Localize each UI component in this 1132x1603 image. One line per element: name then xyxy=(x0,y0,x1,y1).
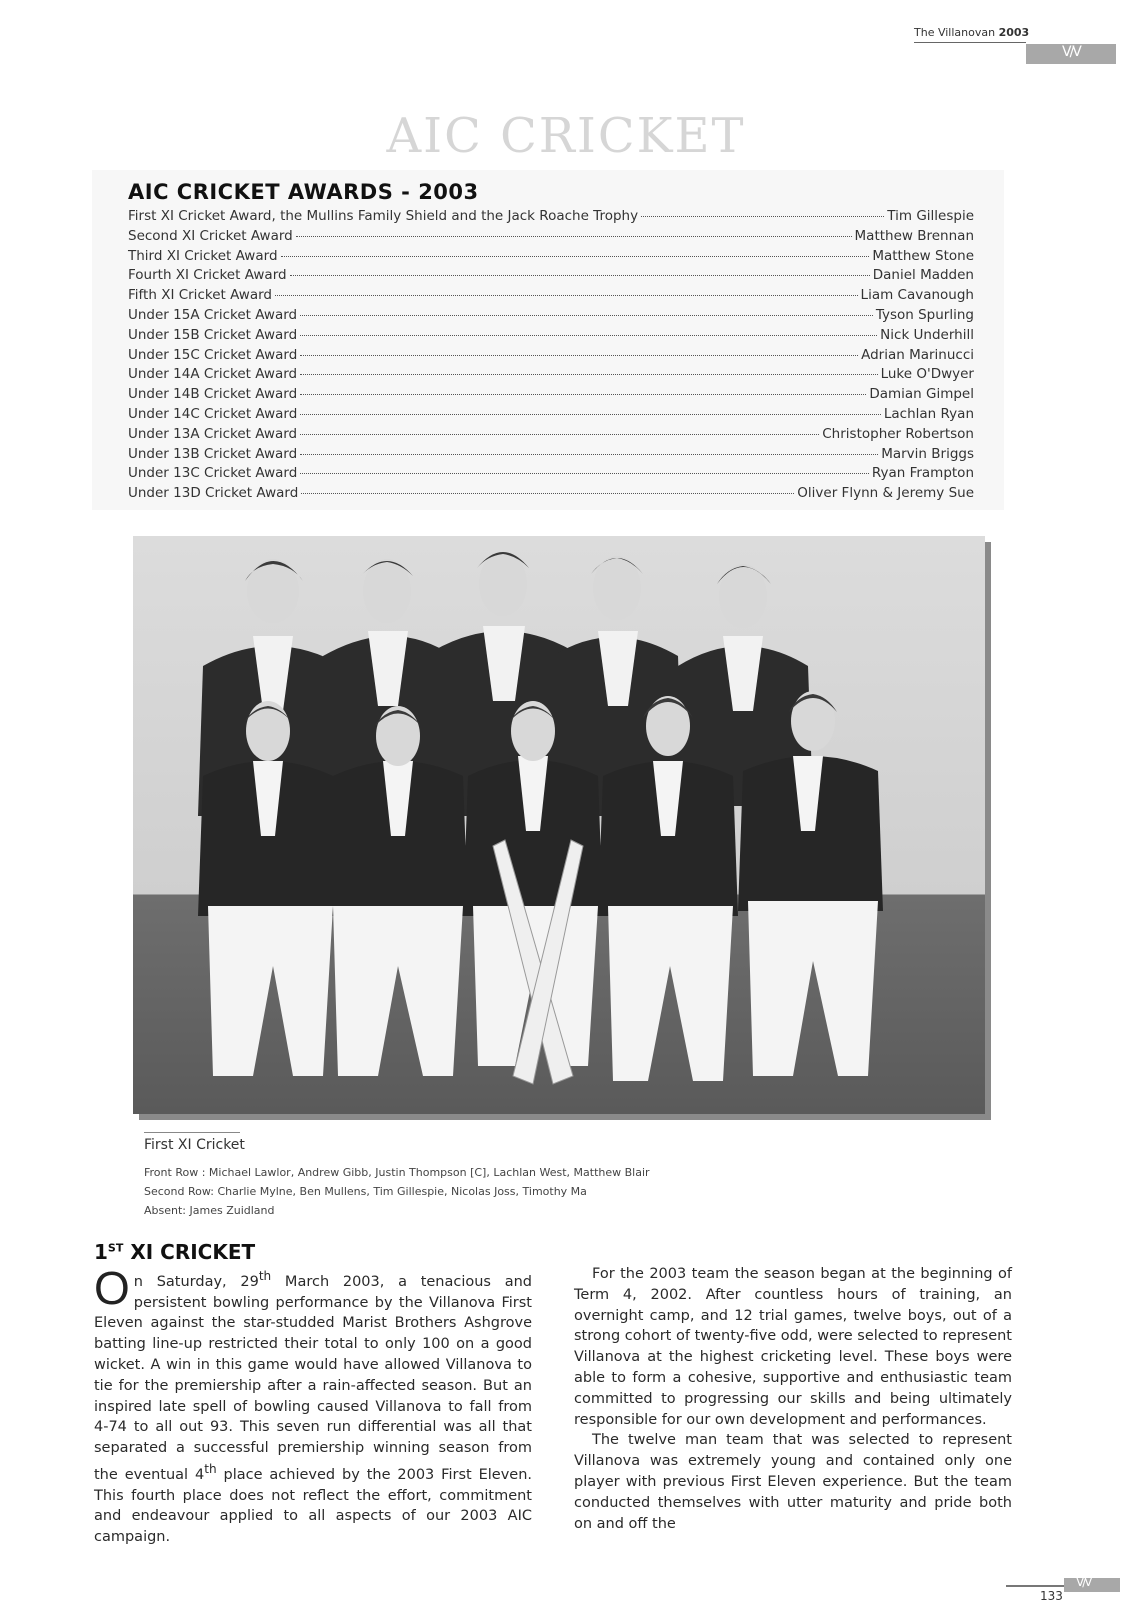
publication-name: The Villanovan xyxy=(914,26,996,39)
award-row xyxy=(128,446,974,466)
dot-leader xyxy=(300,335,877,336)
award-winner: Adrian Marinucci xyxy=(861,346,974,363)
article-column-right xyxy=(574,1264,1012,1534)
award-winner: Matthew Brennan xyxy=(854,227,974,244)
article-column-left xyxy=(94,1262,532,1548)
award-label: Under 13A Cricket Award xyxy=(128,425,298,442)
footer-rule xyxy=(1006,1585,1064,1587)
award-winner: Damian Gimpel xyxy=(869,386,974,403)
award-winner: Liam Cavanough xyxy=(860,287,974,304)
award-label: Under 14C Cricket Award xyxy=(128,405,298,422)
award-label: Under 14A Cricket Award xyxy=(128,366,298,383)
caption-rule xyxy=(144,1132,240,1133)
team-photo xyxy=(133,536,985,1114)
award-winner: Oliver Flynn & Jeremy Sue xyxy=(797,485,974,502)
dot-leader xyxy=(641,216,884,217)
page-header xyxy=(914,26,1114,60)
dot-leader xyxy=(275,295,858,296)
award-winner: Tyson Spurling xyxy=(875,306,974,323)
team-photo-image xyxy=(133,536,985,1114)
page-number: 133 xyxy=(1040,1589,1063,1603)
award-row xyxy=(128,267,974,287)
dot-leader xyxy=(290,275,870,276)
award-row xyxy=(128,426,974,446)
award-label: Second XI Cricket Award xyxy=(128,227,293,244)
caption-second-row: Second Row: Charlie Mylne, Ben Mullens, Tim Gillespie, Nicolas Joss, Timothy Ma xyxy=(144,1185,587,1198)
award-row xyxy=(128,287,974,307)
dot-leader xyxy=(300,394,866,395)
award-winner: Matthew Stone xyxy=(872,247,974,264)
dot-leader xyxy=(300,473,869,474)
dot-leader xyxy=(300,355,858,356)
award-winner: Christopher Robertson xyxy=(822,425,974,442)
award-winner: Nick Underhill xyxy=(880,326,974,343)
drop-cap: O xyxy=(94,1262,130,1314)
award-label: Fifth XI Cricket Award xyxy=(128,287,272,304)
award-winner: Luke O'Dwyer xyxy=(880,366,974,383)
award-label: Under 13B Cricket Award xyxy=(128,445,298,462)
award-label: Under 13C Cricket Award xyxy=(128,465,298,482)
dot-leader xyxy=(281,256,870,257)
award-label: Fourth XI Cricket Award xyxy=(128,267,287,284)
award-label: Under 13D Cricket Award xyxy=(128,485,299,502)
section-title: AIC CRICKET xyxy=(386,108,746,164)
awards-heading: AIC CRICKET AWARDS - 2003 xyxy=(128,180,479,204)
award-label: Third XI Cricket Award xyxy=(128,247,278,264)
award-winner: Tim Gillespie xyxy=(887,208,974,224)
award-row xyxy=(128,406,974,426)
dot-leader xyxy=(300,414,881,415)
award-winner: Lachlan Ryan xyxy=(883,405,974,422)
dot-leader xyxy=(300,434,819,435)
dot-leader xyxy=(300,315,873,316)
article-heading: 1ST XI CRICKET xyxy=(94,1240,256,1264)
award-winner: Daniel Madden xyxy=(872,267,974,284)
award-row xyxy=(128,307,974,327)
award-row xyxy=(128,485,974,505)
award-row xyxy=(128,386,974,406)
award-row xyxy=(128,327,974,347)
award-row xyxy=(128,248,974,268)
dot-leader xyxy=(296,236,852,237)
header-rule xyxy=(914,42,1026,43)
award-label: Under 14B Cricket Award xyxy=(128,386,298,403)
dot-leader xyxy=(301,493,794,494)
dot-leader xyxy=(300,374,877,375)
villanova-logo-icon: V/V xyxy=(1064,1578,1120,1592)
award-label: First XI Cricket Award, the Mullins Family Shield and the Jack Roache Trophy xyxy=(128,208,639,224)
award-winner: Marvin Briggs xyxy=(881,445,974,462)
award-row xyxy=(128,208,974,228)
award-row xyxy=(128,465,974,485)
dot-leader xyxy=(300,454,878,455)
award-label: Under 15B Cricket Award xyxy=(128,326,298,343)
award-row xyxy=(128,347,974,367)
award-label: Under 15A Cricket Award xyxy=(128,306,298,323)
awards-list xyxy=(128,208,974,505)
award-row xyxy=(128,366,974,386)
award-row xyxy=(128,228,974,248)
award-label: Under 15C Cricket Award xyxy=(128,346,298,363)
article-paragraph: For the 2003 team the season began at the beginning of Term 4, 2002. After countless hours of training, an overnight camp, and 12 trial games, twelve boys, out of a strong cohort of twenty-five odd, were selected to represent Villanova at the highest cricketing level. These boys were able to form a cohesive, supportive and enthusiastic team committed to progressing our skills and being ultimately responsible for our own development and performances. xyxy=(574,1266,1012,1428)
photo-caption-title: First XI Cricket xyxy=(144,1137,245,1153)
award-winner: Ryan Frampton xyxy=(871,465,974,482)
article-paragraph: The twelve man team that was selected to represent Villanova was extremely young and contained only one player with previous First Eleven experience. But the team conducted themselves with utter maturity and pride both on and off the xyxy=(574,1432,1012,1532)
caption-absent: Absent: James Zuidland xyxy=(144,1204,275,1217)
article-paragraph: On Saturday, 29th March 2003, a tenacious and persistent bowling performance by the Villanova First Eleven against the star-studded Marist Brothers Ashgrove batting line-up restricted their total to only 100 on a good wicket. A win in this game would have allowed Villanova to tie for the premiership after a rain-affected season. But an inspired late spell of bowling caused Villanova to fall from 4-74 to all out 93. This seven run differential was all that separated a successful premiership winning season from the eventual 4th place achieved by the 2003 First Eleven. This fourth place does not reflect the effort, commitment and endeavour applied to all aspects of our 2003 AIC campaign. xyxy=(94,1262,532,1546)
caption-front-row: Front Row : Michael Lawlor, Andrew Gibb, Justin Thompson [C], Lachlan West, Matthew Blair xyxy=(144,1166,650,1179)
villanova-logo-icon: V/V xyxy=(1026,44,1116,64)
publication-year: 2003 xyxy=(998,26,1030,39)
